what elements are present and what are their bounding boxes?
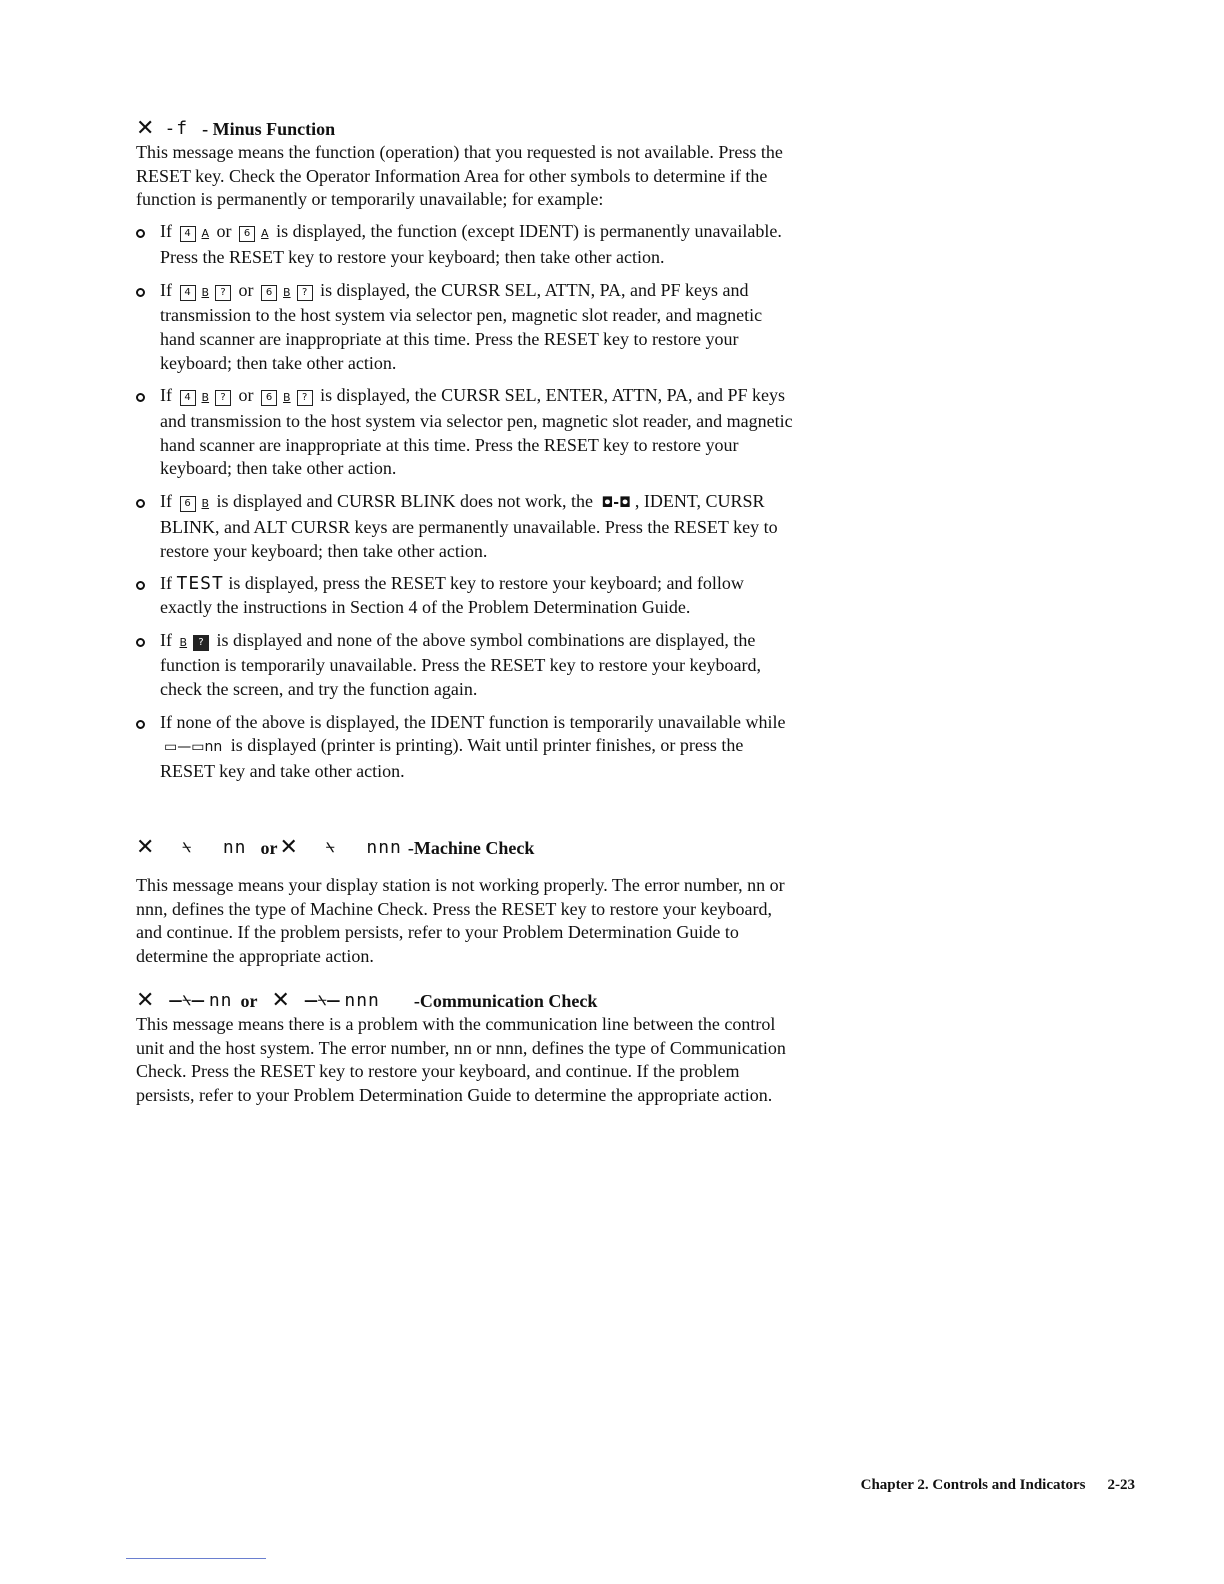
indicator-symbol: 6: [239, 226, 255, 242]
list-item: If 4 B ? or 6 B ? is displayed, the CURSR SEL, ATTN, PA, and PF keys and transmission to the host system via selector pen, magnetic slot reader, and magnetic hand scanner are inappropriate at this time. Press the RESET key to restore your keyboard; then take other action.: [136, 279, 796, 376]
x-symbol-icon: ✕: [136, 116, 155, 141]
minus-function-heading: [136, 117, 796, 141]
x-symbol-icon: ✕: [136, 988, 155, 1013]
machine-check-icon: ⍀: [325, 840, 335, 856]
communication-check-section: [136, 989, 796, 1108]
list-item: If none of the above is displayed, the IDENT function is temporarily unavailable while ▭—▭nn is displayed (printer is printing). Wait until printer finishes, or press the RESET key and take other action.: [136, 711, 796, 784]
indicator-symbol: 4: [180, 285, 196, 301]
printer-symbol: ▭—▭nn: [164, 739, 223, 756]
x-symbol-icon: ✕: [271, 988, 290, 1013]
communication-check-code: nnn: [344, 990, 380, 1011]
machine-check-body: This message means your display station is not working properly. The error number, nn or nnn, defines the type of Machine Check. Press the RESET key to restore your keyboard, and continue. If the problem persists, refer to your Problem Determination Guide to determine the appropriate action.: [136, 875, 785, 967]
list-item: If B ? is displayed and none of the above symbol combinations are displayed, the function is temporarily unavailable. Press the RESET key to restore your keyboard, check the screen, and try the function again.: [136, 629, 796, 702]
communication-check-body: This message means there is a problem with the communication line between the control unit and the host system. The error number, nn or nnn, defines the type of Communication Check. Press the RESET key to restore your keyboard, and continue. If the problem persists, refer to your Problem Determination Guide to determine the appropriate action.: [136, 1014, 786, 1106]
indicator-symbol: B: [179, 635, 188, 649]
communication-check-icon: —⍀—: [168, 993, 205, 1009]
indicator-symbol: 6: [261, 285, 277, 301]
communication-check-title: -Communication Check: [413, 991, 598, 1011]
page-footer: [861, 1477, 1135, 1494]
bullet-icon: [136, 393, 145, 402]
bullet-icon: [136, 581, 145, 590]
bullet-icon: [136, 288, 145, 297]
list-item: If TEST is displayed, press the RESET key to restore your keyboard; and follow exactly the instructions in Section 4 of the Problem Determination Guide.: [136, 572, 796, 619]
bullet-icon: [136, 720, 145, 729]
machine-check-section: [136, 836, 796, 969]
cursor-key-symbol: ◘-◘: [601, 495, 631, 512]
machine-check-heading: ✕ ⍀ nn or ✕ ⍀ nnn -Machine Check: [136, 835, 535, 860]
indicator-symbol: 6: [261, 390, 277, 406]
test-symbol: TEST: [176, 573, 224, 595]
machine-check-title: -Machine Check: [407, 838, 535, 858]
indicator-symbol: 6: [180, 496, 196, 512]
communication-check-heading: ✕ —⍀— nn or ✕ —⍀— nnn -Communication Check: [136, 988, 598, 1013]
minus-function-intro: This message means the function (operation) that you requested is not available. Press the RESET key. Check the Operator Information Area for other symbols to determine if the function is permanently or temporarily unavailable; for example:: [136, 142, 783, 210]
x-symbol-icon: ✕: [279, 835, 298, 860]
minus-function-title: - Minus Function: [202, 119, 336, 139]
minus-function-section: [136, 117, 796, 793]
indicator-symbol: 4: [180, 226, 196, 242]
bullet-icon: [136, 499, 145, 508]
machine-check-icon: ⍀: [182, 840, 191, 856]
bullet-icon: [136, 638, 145, 647]
minus-function-code: -f: [164, 118, 189, 139]
machine-check-code: nnn: [366, 837, 402, 858]
list-item: If 4 B ? or 6 B ? is displayed, the CURSR SEL, ENTER, ATTN, PA, and PF keys and transmission to the host system via selector pen, magnetic slot reader, and magnetic hand scanner are inappropriate at this time. Press the RESET key to restore your keyboard; then take other action.: [136, 384, 796, 481]
chapter-title: Chapter 2. Controls and Indicators: [860, 1477, 1086, 1493]
list-item: If 6 B is displayed and CURSR BLINK does not work, the ◘-◘ , IDENT, CURSR BLINK, and ALT CURSR keys are permanently unavailable. Press the RESET key to restore your keyboard; then take other action.: [136, 490, 796, 563]
footer-rule: [126, 1558, 266, 1559]
x-symbol-icon: ✕: [136, 835, 155, 860]
machine-check-code: nn: [222, 837, 247, 858]
bullet-icon: [136, 229, 145, 238]
page-number: 2-23: [1107, 1477, 1135, 1493]
indicator-symbol: 4: [180, 390, 196, 406]
list-item: If 4 A or 6 A is displayed, the function (except IDENT) is permanently unavailable. Press the RESET key to restore your keyboard; then take other action.: [136, 220, 796, 269]
communication-check-icon: —⍀—: [303, 993, 341, 1009]
minus-function-bullets: [136, 220, 796, 784]
communication-check-code: nn: [208, 990, 233, 1011]
